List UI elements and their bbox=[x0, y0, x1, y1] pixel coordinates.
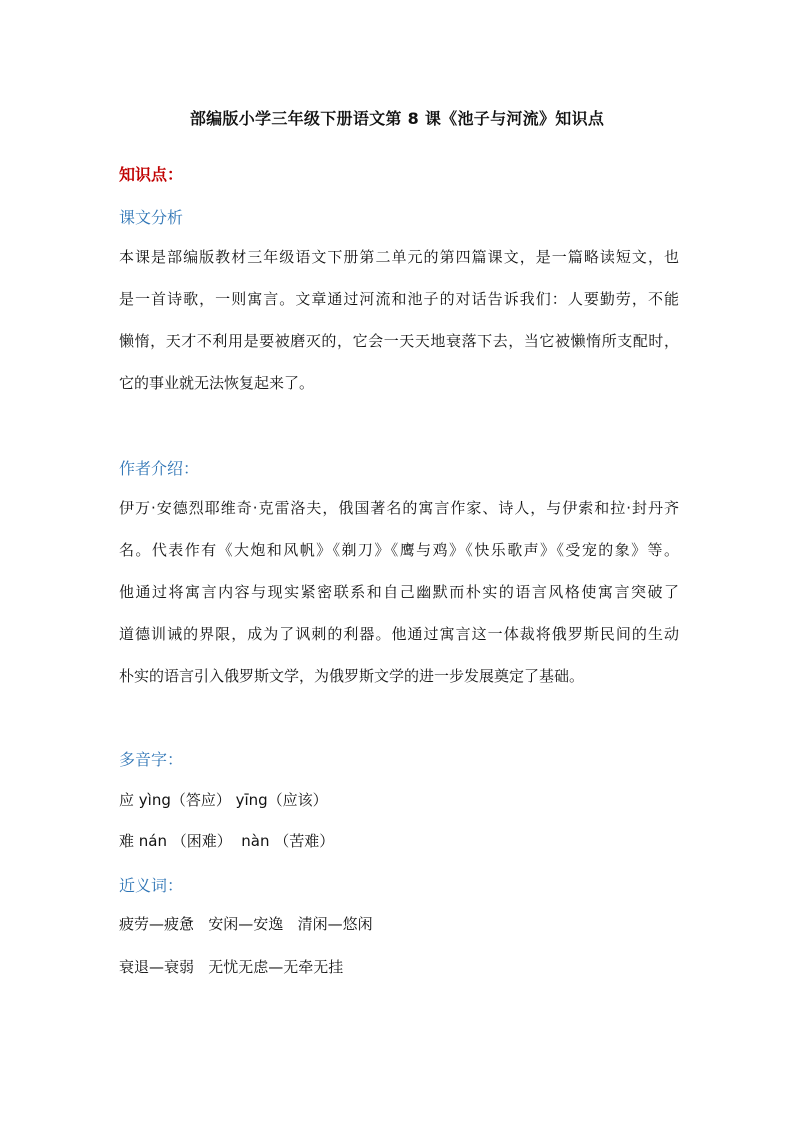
analysis-paragraph bbox=[119, 236, 679, 404]
page-title: 部编版小学三年级下册语文第 8 课《池子与河流》知识点 bbox=[189, 109, 605, 128]
analysis-line: 是一首诗歌，一则寓言。文章通过河流和池子的对话告诉我们：人要勤劳，不能 bbox=[119, 290, 679, 308]
author-line: 道德训诫的界限，成为了讽刺的利器。他通过寓言这一体裁将俄罗斯民间的生动 bbox=[119, 625, 679, 643]
polyphonic-heading: 多音字： bbox=[119, 750, 184, 769]
analysis-line: 它的事业就无法恢复起来了。 bbox=[119, 374, 315, 392]
author-heading: 作者介绍： bbox=[119, 459, 200, 478]
polyphonic-row: 应 yìng（答应） yīng（应该） bbox=[119, 791, 328, 809]
polyphonic-row: 难 nán （困难） nàn （苦难） bbox=[119, 832, 335, 850]
analysis-heading: 课文分析 bbox=[119, 208, 184, 227]
synonyms-row: 疲劳—疲惫 安闲—安逸 清闲—悠闲 bbox=[119, 915, 373, 933]
synonyms-heading: 近义词： bbox=[119, 876, 184, 895]
knowledge-label: 知识点： bbox=[119, 165, 184, 184]
author-line: 伊万·安德烈耶维奇·克雷洛夫，俄国著名的寓言作家、诗人，与伊索和拉·封丹齐 bbox=[119, 499, 679, 517]
author-line: 名。代表作有《大炮和风帆》《剃刀》《鹰与鸡》《快乐歌声》《受宠的象》等。 bbox=[119, 541, 679, 559]
synonyms-row: 衰退—衰弱 无忧无虑—无牵无挂 bbox=[119, 958, 344, 976]
analysis-line: 懒惰，天才不利用是要被磨灭的，它会一天天地衰落下去，当它被懒惰所支配时， bbox=[119, 332, 679, 350]
author-line: 他通过将寓言内容与现实紧密联系和自己幽默而朴实的语言风格使寓言突破了 bbox=[119, 583, 679, 601]
author-paragraph bbox=[119, 487, 679, 697]
analysis-line: 本课是部编版教材三年级语文下册第二单元的第四篇课文，是一篇略读短文，也 bbox=[119, 248, 679, 266]
author-line: 朴实的语言引入俄罗斯文学，为俄罗斯文学的进一步发展奠定了基础。 bbox=[119, 667, 585, 685]
